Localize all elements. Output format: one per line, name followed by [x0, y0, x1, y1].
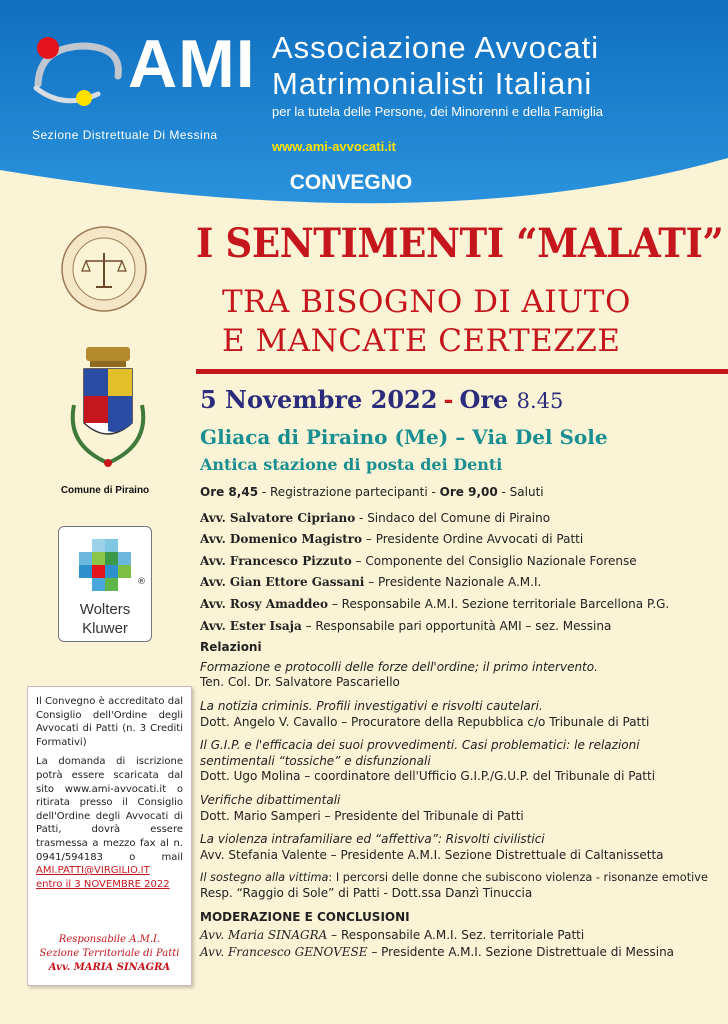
association-tagline: per la tutela delle Persone, dei Minorenni e della Famiglia	[272, 104, 603, 119]
talk-speaker: Dott. Ugo Molina – coordinatore dell'Ufficio G.I.P./G.U.P. del Tribunale di Patti	[200, 769, 656, 784]
speaker-role: – Componente del Consiglio Nazionale Forense	[351, 553, 637, 568]
registration-row	[200, 485, 724, 501]
event-subtitle-line1: TRA BISOGNO DI AIUTO	[222, 284, 631, 320]
moderator-name: Avv. Maria SINAGRA	[200, 928, 328, 943]
talk-speaker: Dott. Mario Samperi – Presidente del Tribunale di Patti	[200, 808, 524, 823]
speaker-role: – Presidente Ordine Avvocati di Patti	[362, 532, 584, 547]
speaker-name: Avv. Ester Isaja	[200, 618, 302, 633]
greeting-row	[200, 597, 724, 613]
ami-logo-text: AMI	[128, 26, 256, 102]
speaker-role: – Presidente Nazionale A.M.I.	[364, 575, 542, 590]
deadline-text: entro il 3 NOVEMBRE 2022	[36, 878, 170, 890]
comune-label: Comune di Piraino	[60, 485, 150, 496]
event-title: I SENTIMENTI “MALATI”	[196, 220, 724, 267]
speaker-name: Avv. Gian Ettore Gassani	[200, 575, 365, 590]
title-divider	[196, 369, 728, 374]
program	[200, 485, 724, 961]
association-name-line1: Associazione Avvocati	[272, 30, 600, 65]
moderation-heading: MODERAZIONE E CONCLUSIONI	[200, 909, 410, 924]
association-name-line2: Matrimonialisti Italiani	[272, 66, 593, 101]
talk-topic: Il G.I.P. e l'efficacia dei suoi provvedimenti. Casi problematici: le relazioni	[200, 738, 640, 753]
wolters-kluwer-logo-icon	[70, 535, 140, 605]
moderator-role: – Responsabile A.M.I. Sez. territoriale Patti	[327, 928, 585, 943]
talk-speaker: Ten. Col. Dr. Salvatore Pascariello	[200, 675, 400, 690]
speaker-role: – Responsabile A.M.I. Sezione territoriale Barcellona P.G.	[328, 596, 670, 611]
sponsor-logo	[58, 526, 152, 642]
accreditation-text: Il Convegno è accreditato dal Consiglio dell'Ordine degli Avvocati di Patti (n. 3 Crediti Formativi)	[36, 696, 183, 748]
email-link[interactable]: AMI.PATTI@VIRGILIO.IT	[36, 865, 150, 877]
speaker-role: – Responsabile pari opportunità AMI – sez. Messina	[301, 618, 612, 633]
sponsor-name-line2: Kluwer	[82, 620, 128, 637]
talk-item	[200, 832, 724, 863]
greetings-time: Ore 9,00	[439, 485, 498, 499]
greeting-row	[200, 532, 724, 548]
talk-topic-rest: ; il primo intervento.	[474, 659, 598, 674]
event-subtitle-line2: E MANCATE CERTEZZE	[222, 323, 621, 359]
talk-topic: Verifiche dibattimentali	[200, 792, 341, 807]
speaker-name: Avv. Domenico Magistro	[200, 532, 363, 547]
event-time: 8.45	[516, 389, 564, 413]
talk-topic: Formazione e protocolli delle forze dell'ordine	[200, 659, 475, 674]
speaker-name: Avv. Rosy Amaddeo	[200, 596, 329, 611]
greeting-row	[200, 575, 724, 591]
talk-topic-rest: : I percorsi delle donne che subiscono violenza - risonanze emotive	[328, 871, 708, 885]
contact-person	[28, 933, 191, 975]
moderator-name: Avv. Francesco GENOVESE	[200, 944, 368, 959]
piraino-coat-of-arms-icon	[60, 345, 156, 475]
speaker-name: Avv. Francesco Pizzuto	[200, 553, 352, 568]
talk-item	[200, 660, 724, 691]
event-venue: Antica stazione di posta dei Denti	[200, 455, 503, 474]
talk-item	[200, 699, 724, 730]
relazioni-heading: Relazioni	[200, 640, 262, 655]
talk-topic: Il sostegno alla vittima	[200, 871, 329, 885]
moderator-row	[200, 945, 724, 961]
section-label: Sezione Distrettuale Di Messina	[32, 128, 218, 142]
talk-item	[200, 793, 724, 824]
event-date-time: 5 Novembre 2022 - Ore 8.45	[200, 385, 564, 414]
moderator-role: – Presidente A.M.I. Sezione Distrettuale di Messina	[367, 944, 675, 959]
greeting-row	[200, 554, 724, 570]
talk-item	[200, 871, 724, 901]
registration-instructions: La domanda di iscrizione potrà essere scaricata dal sito www.ami-avvocati.it o ritirata presso il Consiglio dell'Ordine degli Avvocati di Patti, dovrà essere trasmessa a mezzo fax al n. 0941/594183 o mail	[36, 756, 183, 863]
event-type-label: CONVEGNO	[289, 171, 413, 194]
registered-mark-icon: ®	[137, 577, 146, 587]
greeting-row	[200, 511, 724, 527]
moderator-row	[200, 928, 724, 944]
talk-speaker: Dott. Angelo V. Cavallo – Procuratore della Repubblica c/o Tribunale di Patti	[200, 714, 650, 729]
talk-speaker: Avv. Stefania Valente – Presidente A.M.I. Sezione Distrettuale di Caltanissetta	[200, 847, 664, 862]
event-place: Gliaca di Piraino (Me) – Via Del Sole	[200, 425, 608, 449]
greeting-row	[200, 619, 724, 635]
registration-time: Ore 8,45	[200, 485, 259, 499]
ami-logo-icon	[26, 32, 136, 112]
ordine-avvocati-seal-icon	[60, 225, 148, 313]
talk-item	[200, 738, 724, 785]
talk-topic: La violenza intrafamiliare ed “affettiva”: Risvolti civilistici	[200, 832, 545, 847]
talk-topic-line2: sentimentali “tossiche” e disfunzionali	[200, 753, 431, 768]
event-date: 5 Novembre 2022	[200, 385, 438, 414]
talk-topic: La notizia criminis. Profili investigativi e risvolti cautelari.	[200, 698, 543, 713]
speaker-role: - Sindaco del Comune di Piraino	[355, 510, 551, 525]
registration-text: - Registrazione partecipanti -	[258, 485, 440, 499]
contact-name: Avv. MARIA SINAGRA	[48, 962, 171, 973]
accreditation-box	[27, 686, 192, 986]
time-label: Ore	[459, 385, 509, 414]
greetings-text: - Saluti	[497, 485, 544, 499]
website-link[interactable]: www.ami-avvocati.it	[272, 139, 396, 154]
contact-section: Sezione Territoriale di Patti	[39, 948, 180, 959]
sponsor-name-line1: Wolters	[79, 601, 131, 618]
contact-role: Responsabile A.M.I.	[58, 934, 161, 945]
talk-speaker: Resp. “Raggio di Sole” di Patti - Dott.ssa Danzì Tinuccia	[200, 885, 533, 900]
speaker-name: Avv. Salvatore Cipriano	[200, 510, 356, 525]
